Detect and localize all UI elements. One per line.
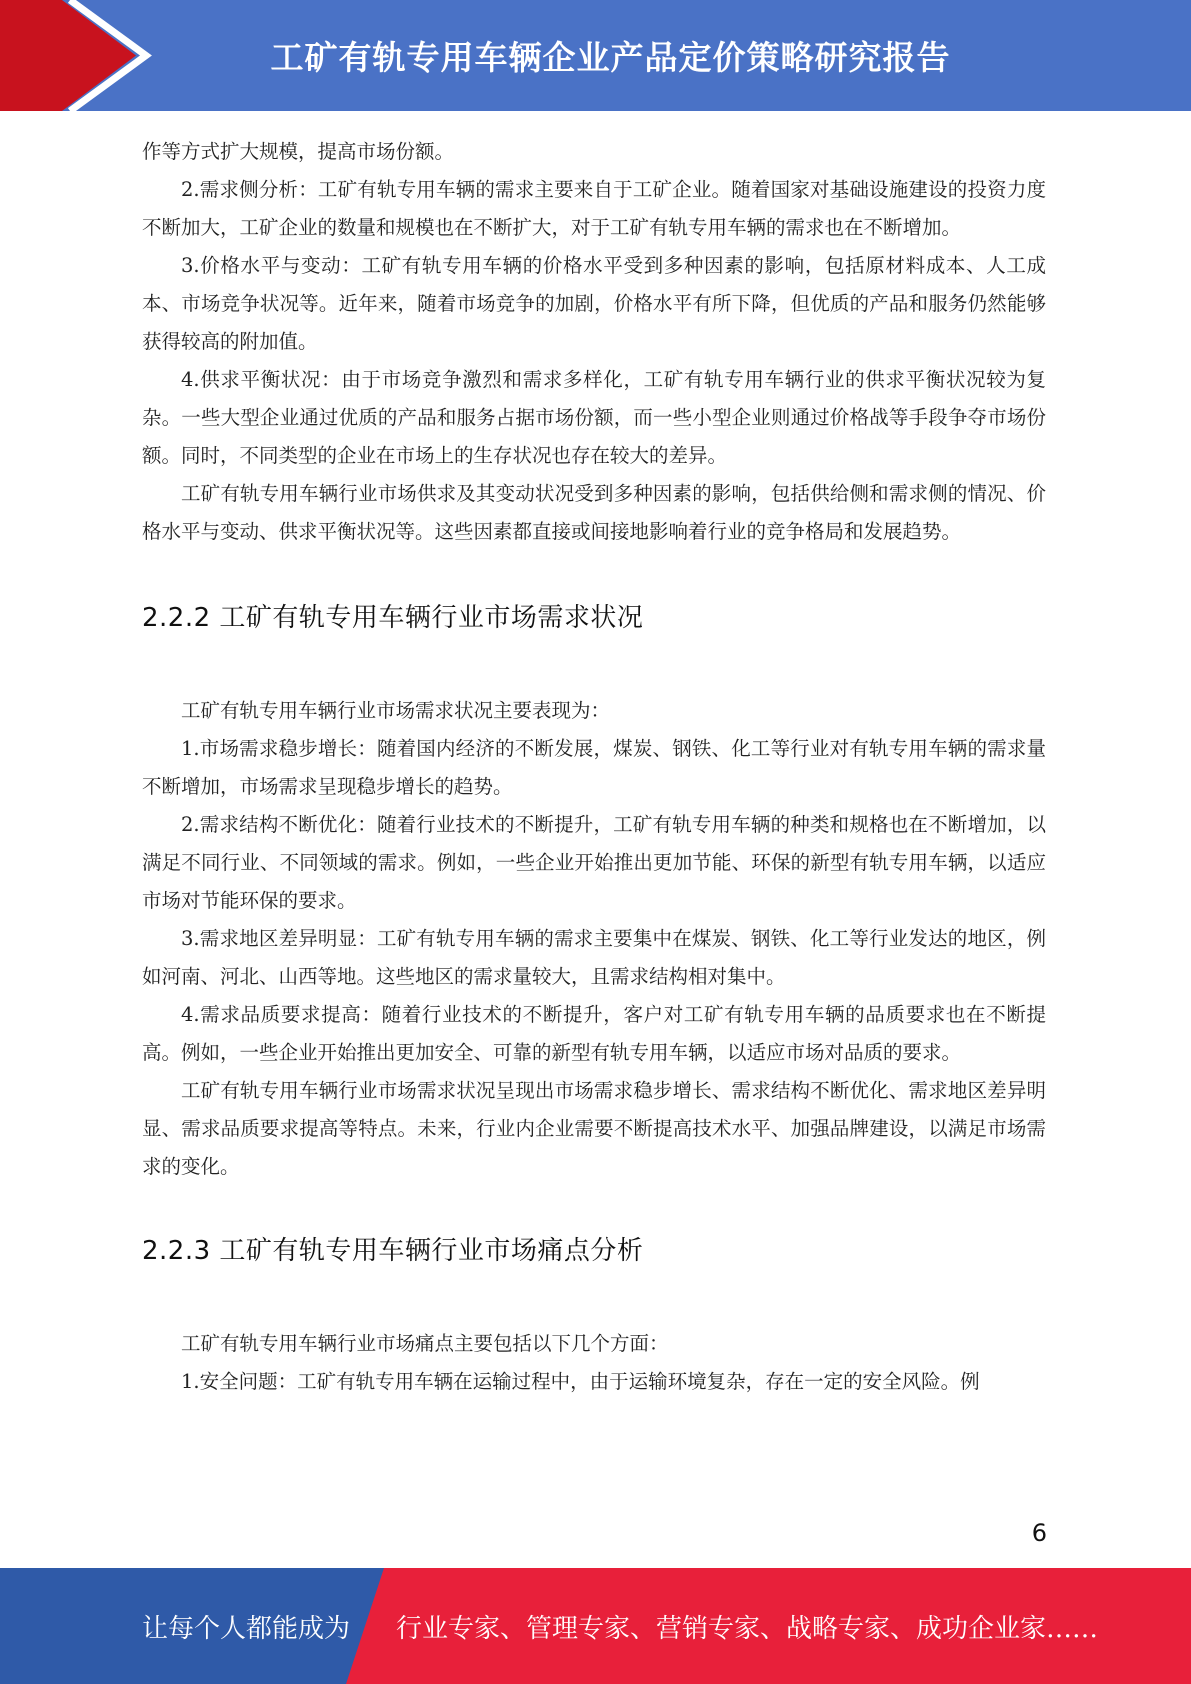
paragraph-supply-demand-side: 2.需求侧分析：工矿有轨专用车辆的需求主要来自于工矿企业。随着国家对基础设施建设的投资力度不断加大，工矿企业的数量和规模也在不断扩大，对于工矿有轨专用车辆的需求也在不断增加。: [142, 178, 1046, 239]
paragraph-summary-supply: 工矿有轨专用车辆行业市场供求及其变动状况受到多种因素的影响，包括供给侧和需求侧的情况、价格水平与变动、供求平衡状况等。这些因素都直接或间接地影响着行业的竞争格局和发展趋势。: [142, 482, 1046, 543]
paragraph-demand-structure: 2.需求结构不断优化：随着行业技术的不断提升，工矿有轨专用车辆的种类和规格也在不断增加，以满足不同行业、不同领域的需求。例如，一些企业开始推出更加节能、环保的新型有轨专用车辆，以适应市场对节能环保的要求。: [142, 813, 1046, 912]
paragraph-painpoint-safety: 1.安全问题：工矿有轨专用车辆在运输过程中，由于运输环境复杂，存在一定的安全风险。例: [181, 1370, 980, 1393]
page-header: [0, 0, 1191, 111]
report-title: 工矿有轨专用车辆企业产品定价策略研究报告: [270, 38, 951, 77]
page-number: 6: [1031, 1519, 1047, 1547]
footer-slogan-right: 行业专家、管理专家、营销专家、战略专家、成功企业家……: [396, 1613, 1099, 1644]
paragraph-demand-growth: 1.市场需求稳步增长：随着国内经济的不断发展，煤炭、钢铁、化工等行业对有轨专用车辆的需求量不断增加，市场需求呈现稳步增长的趋势。: [142, 737, 1046, 798]
footer-slogan-left: 让每个人都能成为: [142, 1613, 351, 1644]
page-footer: [0, 1568, 1191, 1684]
page-content: [142, 133, 1046, 1401]
paragraph-demand-intro: 工矿有轨专用车辆行业市场需求状况主要表现为：: [181, 699, 611, 722]
paragraph-price-level: 3.价格水平与变动：工矿有轨专用车辆的价格水平受到多种因素的影响，包括原材料成本、人工成本、市场竞争状况等。近年来，随着市场竞争的加剧，价格水平有所下降，但优质的产品和服务仍然能够获得较高的附加值。: [142, 254, 1046, 353]
paragraph-demand-summary: 工矿有轨专用车辆行业市场需求状况呈现出市场需求稳步增长、需求结构不断优化、需求地区差异明显、需求品质要求提高等特点。未来，行业内企业需要不断提高技术水平、加强品牌建设，以满足市场需求的变化。: [142, 1079, 1046, 1178]
paragraph-supply-balance: 4.供求平衡状况：由于市场竞争激烈和需求多样化，工矿有轨专用车辆行业的供求平衡状况较为复杂。一些大型企业通过优质的产品和服务占据市场份额，而一些小型企业则通过价格战等手段争夺市场份额。同时，不同类型的企业在市场上的生存状况也存在较大的差异。: [142, 368, 1046, 467]
paragraph-demand-regions: 3.需求地区差异明显：工矿有轨专用车辆的需求主要集中在煤炭、钢铁、化工等行业发达的地区，例如河南、河北、山西等地。这些地区的需求量较大，且需求结构相对集中。: [142, 927, 1046, 988]
section-heading-2-2-3: 2.2.3 工矿有轨专用车辆行业市场痛点分析: [142, 1236, 644, 1266]
paragraph-demand-quality: 4.需求品质要求提高：随着行业技术的不断提升，客户对工矿有轨专用车辆的品质要求也在不断提高。例如，一些企业开始推出更加安全、可靠的新型有轨专用车辆，以适应市场对品质的要求。: [142, 1003, 1046, 1064]
section-heading-2-2-2: 2.2.2 工矿有轨专用车辆行业市场需求状况: [142, 603, 644, 633]
paragraph-painpoint-intro: 工矿有轨专用车辆行业市场痛点主要包括以下几个方面：: [181, 1332, 669, 1355]
paragraph-continuation: 作等方式扩大规模，提高市场份额。: [142, 140, 455, 163]
